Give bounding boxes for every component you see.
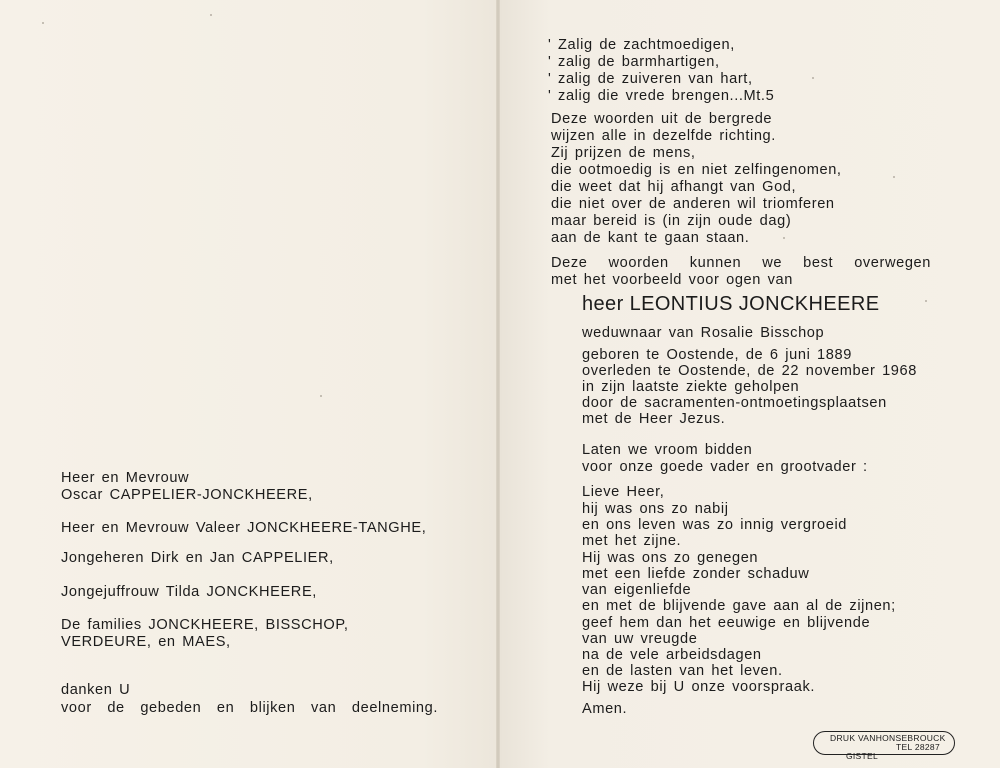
prayer-line: en met de blijvende gave aan al de zijnen; bbox=[582, 598, 896, 614]
printer-city: GISTEL bbox=[845, 751, 879, 761]
prayer-line: Hij weze bij U onze voorspraak. bbox=[582, 679, 815, 695]
family-line: Jongejuffrouw Tilda JONCKHEERE, bbox=[61, 584, 317, 600]
paper-speck bbox=[812, 77, 814, 79]
family-line: Oscar CAPPELIER-JONCKHEERE, bbox=[61, 487, 313, 503]
prayer-line: Lieve Heer, bbox=[582, 484, 665, 500]
deceased-name: heer LEONTIUS JONCKHEERE bbox=[582, 293, 880, 315]
reflection-line: die ootmoedig is en niet zelfingenomen, bbox=[551, 162, 842, 178]
paper-speck bbox=[925, 300, 927, 302]
left-page bbox=[0, 0, 496, 768]
reflection-line: wijzen alle in dezelfde richting. bbox=[551, 128, 776, 144]
prayer-line: en de lasten van het leven. bbox=[582, 663, 783, 679]
reflection-line: maar bereid is (in zijn oude dag) bbox=[551, 213, 792, 229]
prayer-intro-line: voor onze goede vader en grootvader : bbox=[582, 459, 868, 475]
prayer-line: en ons leven was zo innig vergroeid bbox=[582, 517, 848, 533]
family-line: VERDEURE, en MAES, bbox=[61, 634, 231, 650]
prayer-line: na de vele arbeidsdagen bbox=[582, 647, 762, 663]
reflection-line: Deze woorden uit de bergrede bbox=[551, 111, 773, 127]
printer-name: DRUK VANHONSEBROUCK bbox=[830, 733, 946, 743]
paper-speck bbox=[893, 176, 895, 178]
dates-line: met de Heer Jezus. bbox=[582, 411, 726, 427]
beatitude-line: ' zalig de zuiveren van hart, bbox=[548, 71, 753, 87]
prayer-line: Hij was ons zo genegen bbox=[582, 550, 759, 566]
prayer-line: van uw vreugde bbox=[582, 631, 698, 647]
prayer-line: met het zijne. bbox=[582, 533, 682, 549]
paper-speck bbox=[210, 14, 212, 16]
reflection-line: Zij prijzen de mens, bbox=[551, 145, 696, 161]
printer-tel: TEL 28287 bbox=[896, 742, 940, 752]
thanks-line: voor de gebeden en blijken van deelneming. bbox=[61, 700, 438, 716]
dates-line: in zijn laatste ziekte geholpen bbox=[582, 379, 800, 395]
paper-speck bbox=[320, 395, 322, 397]
thanks-line: danken U bbox=[61, 682, 131, 698]
beatitude-line: ' zalig de barmhartigen, bbox=[548, 54, 720, 70]
printer-badge bbox=[813, 731, 955, 761]
family-line: Heer en Mevrouw bbox=[61, 470, 190, 486]
prayer-line: met een liefde zonder schaduw bbox=[582, 566, 810, 582]
dates-line: door de sacramenten-ontmoetingsplaatsen bbox=[582, 395, 887, 411]
dates-line: geboren te Oostende, de 6 juni 1889 bbox=[582, 347, 852, 363]
dates-line: overleden te Oostende, de 22 november 1968 bbox=[582, 363, 917, 379]
prayer-line: hij was ons zo nabij bbox=[582, 501, 729, 517]
beatitude-line: ' zalig die vrede brengen...Mt.5 bbox=[548, 88, 775, 104]
paper-speck bbox=[783, 237, 785, 239]
prayer-line: van eigenliefde bbox=[582, 582, 692, 598]
intro-line: met het voorbeeld voor ogen van bbox=[551, 272, 793, 288]
printer-address bbox=[830, 743, 940, 768]
intro-line: Deze woorden kunnen we best overwegen bbox=[551, 255, 931, 271]
prayer-line: Amen. bbox=[582, 701, 628, 717]
widower-line: weduwnaar van Rosalie Bisschop bbox=[582, 325, 825, 341]
reflection-line: aan de kant te gaan staan. bbox=[551, 230, 750, 246]
family-line: Heer en Mevrouw Valeer JONCKHEERE-TANGHE, bbox=[61, 520, 427, 536]
family-line: Jongeheren Dirk en Jan CAPPELIER, bbox=[61, 550, 334, 566]
prayer-intro-line: Laten we vroom bidden bbox=[582, 442, 753, 458]
reflection-line: die niet over de anderen wil triomferen bbox=[551, 196, 835, 212]
paper-speck bbox=[42, 22, 44, 24]
prayer-line: geef hem dan het eeuwige en blijvende bbox=[582, 615, 871, 631]
reflection-line: die weet dat hij afhangt van God, bbox=[551, 179, 797, 195]
family-line: De families JONCKHEERE, BISSCHOP, bbox=[61, 617, 349, 633]
beatitude-line: ' Zalig de zachtmoedigen, bbox=[548, 37, 735, 53]
